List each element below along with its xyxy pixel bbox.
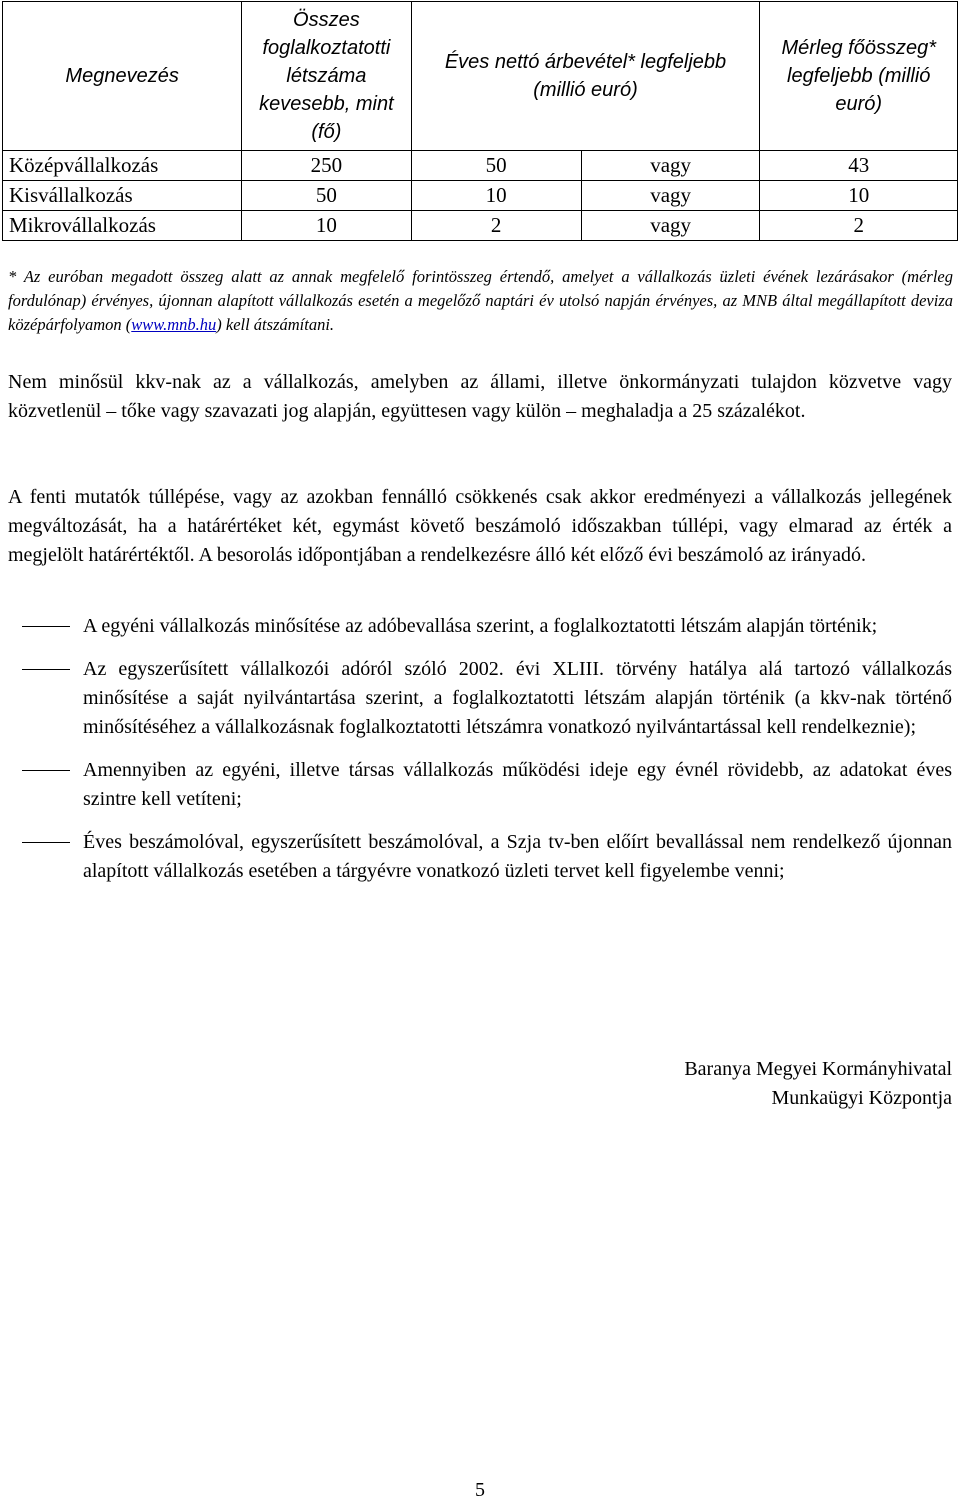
row-staff: 250 [242, 151, 411, 181]
table-header-row [3, 2, 958, 151]
signature-line-office: Baranya Megyei Kormányhivatal [684, 1058, 952, 1080]
rules-list [8, 612, 952, 900]
row-balance: 43 [760, 151, 958, 181]
list-item [8, 655, 952, 742]
table-row [3, 181, 958, 211]
mnb-link[interactable]: www.mnb.hu [131, 315, 217, 334]
header-name: Megnevezés [3, 2, 242, 151]
row-staff: 50 [242, 181, 411, 211]
footnote [8, 265, 953, 337]
list-item [8, 756, 952, 814]
list-item-text: Amennyiben az egyéni, illetve társas vállalkozás működési ideje egy évnél rövidebb, az adatokat éves szintre kell vetíteni; [83, 759, 952, 810]
paragraph-state-ownership: Nem minősül kkv-nak az a vállalkozás, amelyben az állami, illetve önkormányzati tulajdon közvetve vagy közvetlenül – tőke vagy szavazati jog alapján, együttesen vagy külön – meghaladja a 25 százalékot. [8, 371, 952, 422]
row-name: Középvállalkozás [3, 151, 242, 181]
list-item-text: Éves beszámolóval, egyszerűsített beszámolóval, a Szja tv-ben előírt bevallással nem rendelkező újonnan alapított vállalkozás esetében a tárgyévre vonatkozó üzleti tervet kell figyelembe venni; [83, 831, 952, 882]
dash-bullet-icon [22, 842, 70, 843]
dash-bullet-icon [22, 626, 70, 627]
row-revenue: 10 [411, 181, 581, 211]
list-item [8, 612, 952, 641]
dash-bullet-icon [22, 669, 70, 670]
list-item-text: A egyéni vállalkozás minősítése az adóbevallása szerint, a foglalkoztatotti létszám alapján történik; [83, 615, 878, 637]
table-row [3, 211, 958, 241]
row-balance: 10 [760, 181, 958, 211]
footnote-text: * Az euróban megadott összeg alatt az annak megfelelő forintösszeg értendő, amelyet a vállalkozás üzleti évének lezárásakor (mérleg fordulónap) érvényes, újonnan alapított vállalkozás esetén a megelőző naptári év utolsó napján érvényes, az MNB által megállapított deviza középárfolyamon ( [8, 267, 953, 334]
row-balance: 2 [760, 211, 958, 241]
header-staff: Összes foglalkoztatotti létszáma kevesebb, mint (fő) [242, 2, 411, 151]
row-conjunction: vagy [581, 151, 760, 181]
header-balance: Mérleg főösszeg* legfeljebb (millió euró) [760, 2, 958, 151]
header-revenue: Éves nettó árbevétel* legfeljebb (millió euró) [411, 2, 760, 151]
signature-line-center: Munkaügyi Központja [771, 1087, 952, 1109]
row-conjunction: vagy [581, 211, 760, 241]
list-item-text: Az egyszerűsített vállalkozói adóról szóló 2002. évi XLIII. törvény hatálya alá tartozó vállalkozás minősítése a saját nyilvántartása szerint, a foglalkoztatotti létszám alapján történik (a kkv-nak történő minősítéséhez a vállalkozásnak foglalkoztatotti létszámra vonatkozó nyilvántartással kell rendelkeznie); [83, 658, 952, 738]
row-revenue: 50 [411, 151, 581, 181]
row-staff: 10 [242, 211, 411, 241]
sme-category-table [2, 1, 958, 241]
signature-block [684, 1055, 952, 1113]
row-conjunction: vagy [581, 181, 760, 211]
table-row [3, 151, 958, 181]
footnote-text-end: ) kell átszámítani. [216, 315, 335, 334]
dash-bullet-icon [22, 770, 70, 771]
page-number: 5 [475, 1479, 485, 1501]
row-name: Mikrovállalkozás [3, 211, 242, 241]
paragraph-thresholds: A fenti mutatók túllépése, vagy az azokban fennálló csökkenés csak akkor eredményezi a vállalkozás jellegének megváltozását, ha a határértéket két, egymást követő beszámoló időszakban túllépi, vagy elmarad az érték a megjelölt határértéktől. A besorolás időpontjában a rendelkezésre álló két előző évi beszámoló az irányadó. [8, 486, 952, 566]
list-item [8, 828, 952, 886]
row-name: Kisvállalkozás [3, 181, 242, 211]
row-revenue: 2 [411, 211, 581, 241]
